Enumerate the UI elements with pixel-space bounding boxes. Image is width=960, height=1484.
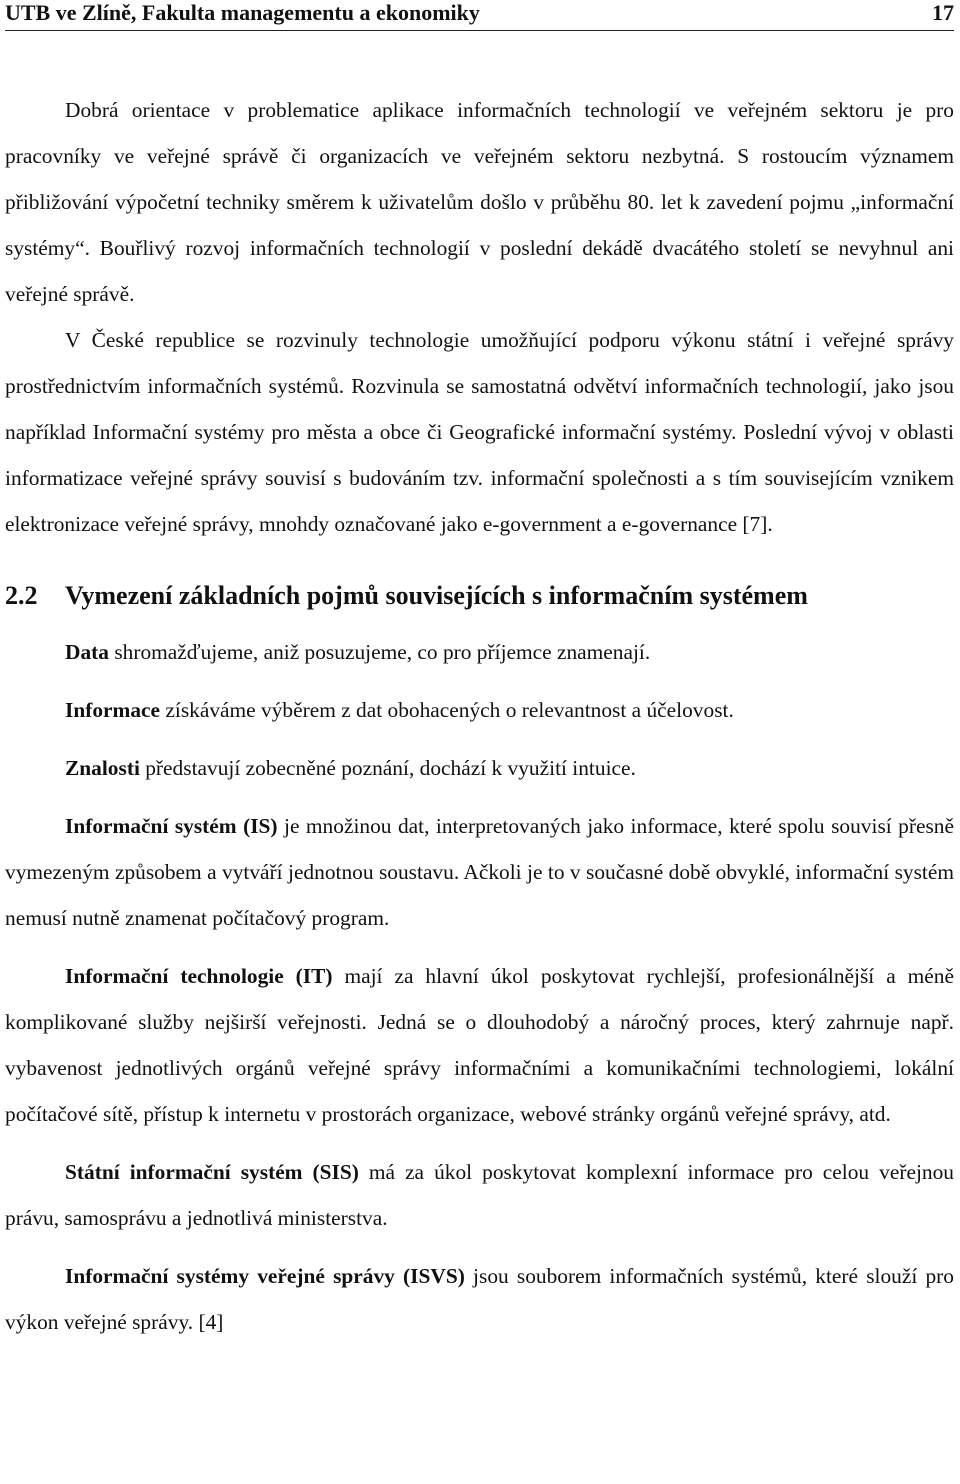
- definition-isvs: [5, 1253, 954, 1345]
- definition-text: je množinou dat, interpretovaných jako informace, které spolu souvisí přesně vymezeným způsobem a vytváří jednotnou soustavu. Ačkoli je to v současné době obvyklé, informační systém nemusí nutně znamenat počítačový program.: [5, 814, 955, 930]
- definition-text: získáváme výběrem z dat obohacených o relevantnost a účelovost.: [160, 698, 734, 722]
- section-number: 2.2: [5, 581, 38, 610]
- definition-term: Státní informační systém (SIS): [65, 1160, 359, 1184]
- definition-term: Informační technologie (IT): [65, 964, 333, 988]
- body-text: [5, 87, 954, 1345]
- definition-term: Informační systém (IS): [65, 814, 278, 838]
- section-heading: [5, 576, 954, 616]
- definition-term: Data: [65, 640, 109, 664]
- section-title: Vymezení základních pojmů souvisejících s informačním systémem: [65, 581, 808, 610]
- definition-term: Informace: [65, 698, 161, 722]
- definition-statni-informacni-system: [5, 1149, 954, 1241]
- running-header: [5, 0, 954, 31]
- definition-informacni-system: [5, 803, 954, 941]
- page-number: 17: [932, 0, 954, 25]
- definition-text: mají za hlavní úkol poskytovat rychlejší, profesionálnější a méně komplikované služby nejširší veřejnosti. Jedná se o dlouhodobý a náročný proces, který zahrnuje např. vybavenost jednotlivých orgánů veřejné správy informačními a komunikačními technologiemi, lokální počítačové sítě, přístup k internetu v prostorách organizace, webové stránky orgánů veřejné správy, atd.: [5, 964, 954, 1126]
- definition-informacni-technologie: [5, 953, 954, 1137]
- definition-data: [5, 629, 954, 675]
- definition-text: má za úkol poskytovat komplexní informace pro celou veřejnou právu, samosprávu a jednotlivá ministerstva.: [5, 1160, 954, 1230]
- definition-term: Znalosti: [65, 756, 140, 780]
- header-title: UTB ve Zlíně, Fakulta managementu a ekonomiky: [5, 0, 480, 25]
- definition-text: shromažďujeme, aniž posuzujeme, co pro příjemce znamenají.: [108, 640, 651, 664]
- paragraph-intro-1: Dobrá orientace v problematice aplikace informačních technologií ve veřejném sektoru je pro pracovníky ve veřejné správě či organizacích ve veřejném sektoru nezbytná. S rostoucím významem přibližování výpočetní techniky směrem k uživatelům došlo v průběhu 80. let k zavedení pojmu „informační systémy“. Bouřlivý rozvoj informačních technologií v poslední dekádě dvacátého století se nevyhnul ani veřejné správě.: [5, 98, 954, 306]
- definition-text: představují zobecněné poznání, dochází k využití intuice.: [139, 756, 636, 780]
- definition-informace: [5, 687, 954, 733]
- paragraph-intro-2: V České republice se rozvinuly technologie umožňující podporu výkonu státní i veřejné správy prostřednictvím informačních systémů. Rozvinula se samostatná odvětví informačních technologií, jako jsou například Informační systémy pro města a obce či Geografické informační systémy. Poslední vývoj v oblasti informatizace veřejné správy souvisí s budováním tzv. informační společnosti a s tím souvisejícím vznikem elektronizace veřejné správy, mnohdy označované jako e-government a e-governance [7].: [5, 328, 954, 536]
- definition-text: jsou souborem informačních systémů, které slouží pro výkon veřejné správy. [4]: [5, 1264, 954, 1334]
- definition-term: Informační systémy veřejné správy (ISVS): [65, 1264, 465, 1288]
- definition-znalosti: [5, 745, 954, 791]
